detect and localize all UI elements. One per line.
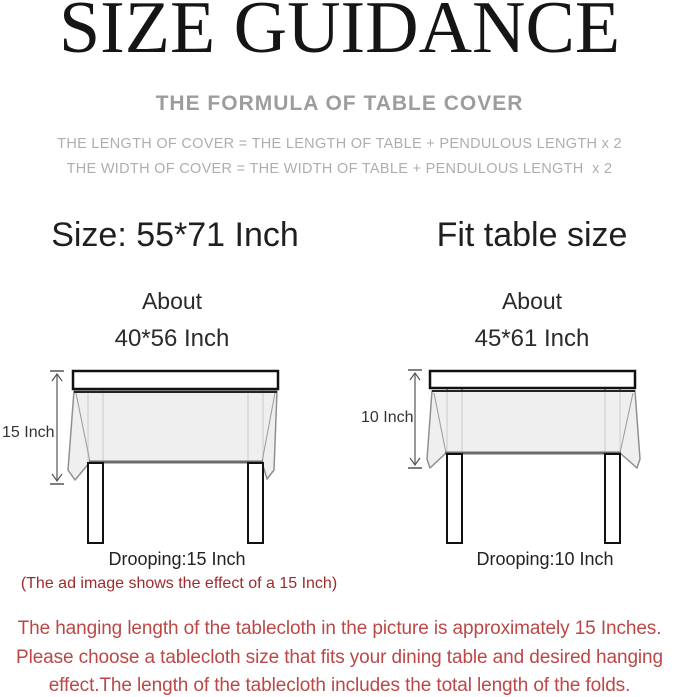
disclaimer-line-2: Please choose a tablecloth size that fits your dining table and desired hanging (16, 646, 663, 668)
disclaimer-line-3: effect.The length of the tablecloth includes the total length of the folds. (48, 675, 631, 696)
drop-length-label-left: 15 Inch (2, 424, 55, 441)
drooping-caption-left: Drooping:15 Inch (108, 549, 246, 569)
table-leg-left (88, 463, 103, 543)
hanging-length-disclaimer (0, 615, 679, 697)
fit-table-size-heading: Fit table size (436, 216, 628, 254)
cover-size-heading: Size: 55*71 Inch (51, 216, 299, 254)
formula-line-length: THE LENGTH OF COVER = THE LENGTH OF TABLE + PENDULOUS LENGTH x 2 (57, 136, 622, 152)
table-diagram-15-inch-drop (0, 362, 310, 552)
page-title: SIZE GUIDANCE (58, 0, 621, 69)
drooping-caption-right: Drooping:10 Inch (476, 549, 614, 569)
table-leg-right (248, 463, 263, 543)
ad-effect-note: (The ad image shows the effect of a 15 Inch) (20, 575, 338, 592)
fit-table-dimensions: 45*61 Inch (474, 325, 590, 352)
formula-line-width: THE WIDTH OF COVER = THE WIDTH OF TABLE + PENDULOUS LENGTH x 2 (66, 161, 613, 177)
about-label-left: About (141, 288, 203, 314)
table-leg-right (605, 454, 620, 543)
drop-length-label-right: 10 Inch (361, 409, 414, 426)
table-top (73, 371, 278, 389)
about-label-right: About (501, 288, 563, 314)
disclaimer-line-1: The hanging length of the tablecloth in the picture is approximately 15 Inches. (17, 618, 662, 639)
table-diagram-10-inch-drop (350, 362, 679, 552)
table-leg-left (447, 454, 462, 543)
cover-dimensions: 40*56 Inch (114, 325, 230, 352)
table-top (430, 371, 635, 388)
formula-heading: THE FORMULA OF TABLE COVER (155, 92, 524, 115)
